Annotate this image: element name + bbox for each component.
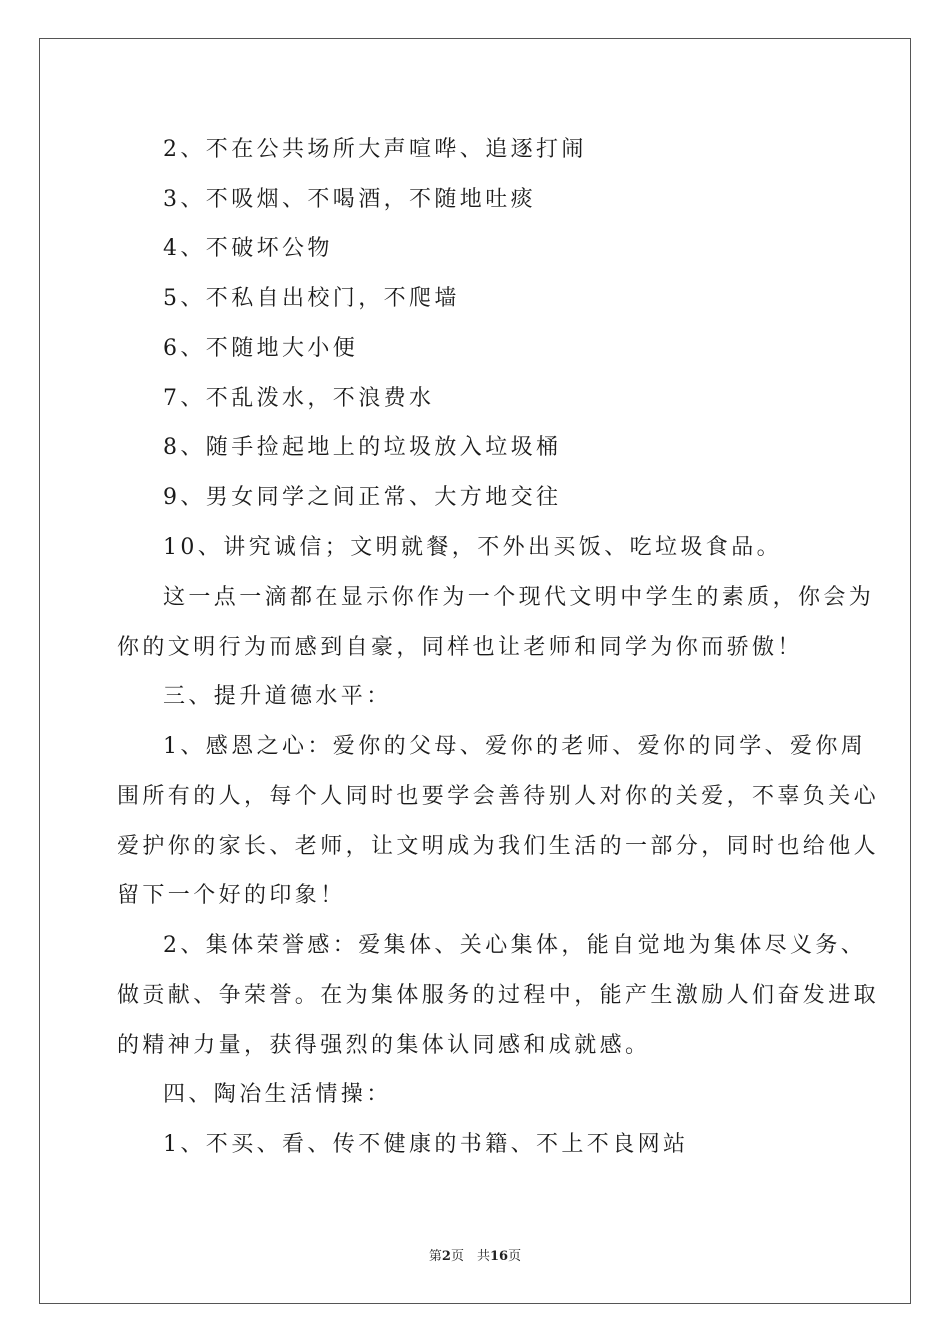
footer-mid: 页 共: [450, 1249, 490, 1264]
text-line: 3、不吸烟、不喝酒，不随地吐痰: [163, 187, 536, 212]
text-line: 8、随手捡起地上的垃圾放入垃圾桶: [163, 435, 562, 460]
text-line: 1、不买、看、传不健康的书籍、不上不良网站: [163, 1132, 689, 1157]
text-line: 留下一个好的印象！: [117, 883, 346, 908]
section-heading: 四、陶冶生活情操：: [163, 1082, 392, 1107]
text-line: 6、不随地大小便: [163, 336, 359, 361]
text-line: 7、不乱泼水，不浪费水: [163, 386, 435, 411]
text-line: 你的文明行为而感到自豪，同样也让老师和同学为你而骄傲！: [117, 635, 803, 660]
text-line: 这一点一滴都在显示你作为一个现代文明中学生的素质，你会为: [163, 585, 875, 610]
text-line: 围所有的人，每个人同时也要学会善待别人对你的关爱，不辜负关心: [117, 784, 880, 809]
text-line: 做贡献、争荣誉。在为集体服务的过程中，能产生激励人们奋发进取: [117, 983, 880, 1008]
text-line: 1、感恩之心：爱你的父母、爱你的老师、爱你的同学、爱你周: [163, 734, 867, 759]
footer-prefix: 第: [428, 1249, 442, 1264]
current-page-number: 2: [441, 1249, 451, 1264]
total-pages-number: 16: [489, 1249, 509, 1264]
text-line: 2、集体荣誉感：爱集体、关心集体，能自觉地为集体尽义务、: [163, 933, 867, 958]
text-line: 爱护你的家长、老师，让文明成为我们生活的一部分，同时也给他人: [117, 834, 880, 859]
text-line: 9、男女同学之间正常、大方地交往: [163, 485, 562, 510]
section-heading: 三、提升道德水平：: [163, 684, 392, 709]
page-border: [39, 38, 911, 1304]
page-footer: [0, 1245, 950, 1264]
footer-suffix: 页: [508, 1249, 522, 1264]
text-line: 的精神力量，获得强烈的集体认同感和成就感。: [117, 1033, 651, 1058]
text-line: 5、不私自出校门，不爬墙: [163, 286, 460, 311]
text-line: 10、讲究诚信；文明就餐，不外出买饭、吃垃圾食品。: [163, 535, 782, 560]
text-line: 2、不在公共场所大声喧哗、追逐打闹: [163, 137, 587, 162]
text-line: 4、不破坏公物: [163, 236, 333, 261]
